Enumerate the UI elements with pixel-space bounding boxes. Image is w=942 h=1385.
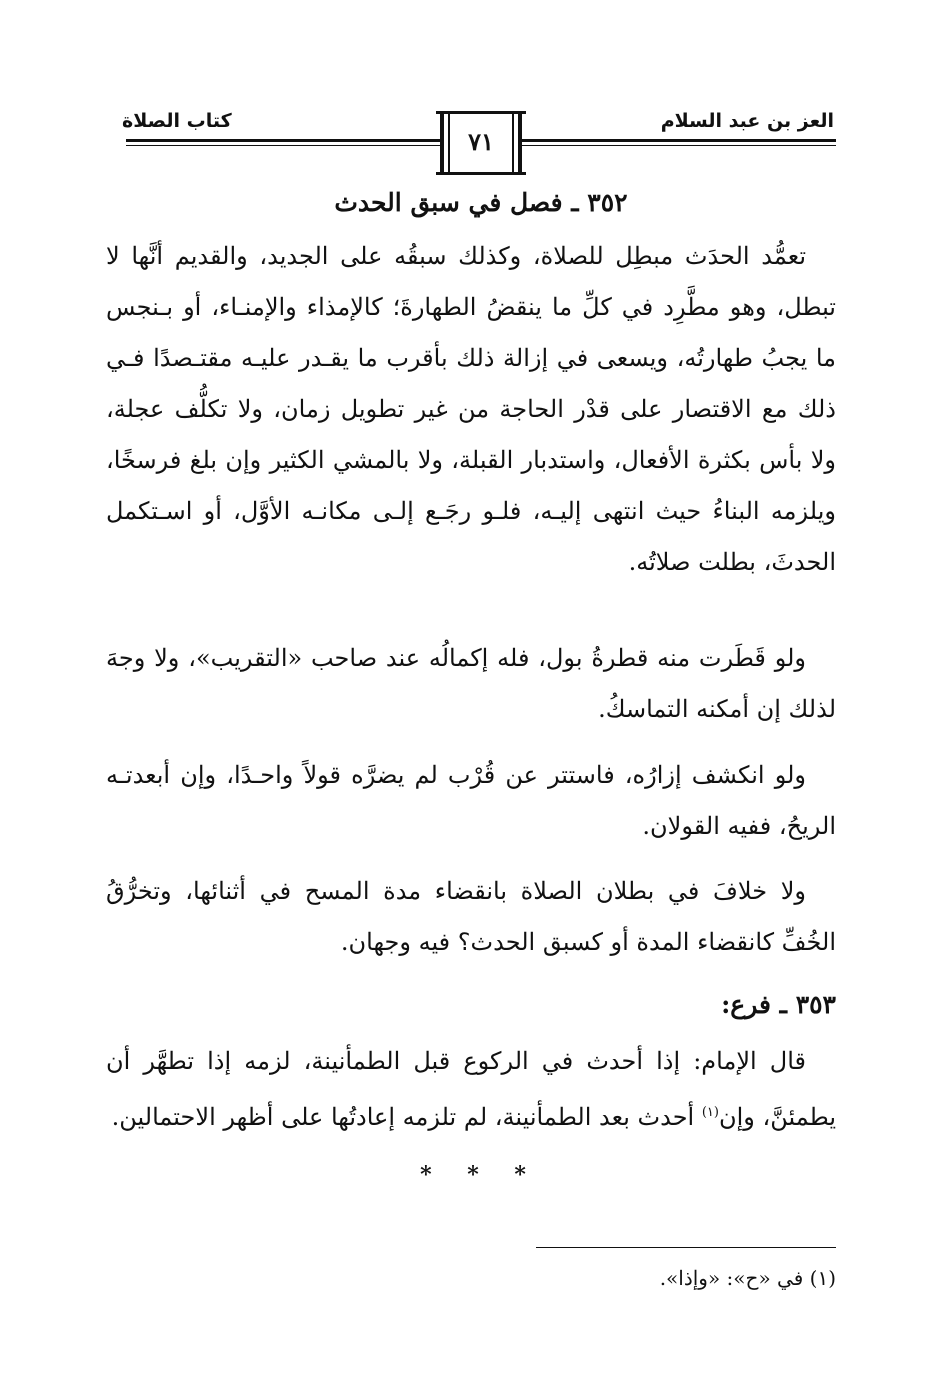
subsection-title: ٣٥٣ ـ فرع: xyxy=(721,990,836,1019)
section-title: ٣٥٢ ـ فصل في سبق الحدث xyxy=(334,188,628,217)
paragraph-5 xyxy=(106,1036,836,1143)
footnote-rule xyxy=(536,1247,836,1248)
paragraph-3: ولو انكشف إزارُه، فاستتر عن قُرْب لم يضرَّه قولاً واحـدًا، وإن أبعدتـه الريحُ، ففيه القولان. xyxy=(106,761,836,840)
frame-bar xyxy=(440,113,444,173)
page-number: ٧١ xyxy=(468,127,494,156)
frame-bar xyxy=(518,113,522,173)
footnote-text: في «ح»: «وإذا». xyxy=(659,1266,804,1290)
frame-bar xyxy=(512,113,514,173)
page-number-frame xyxy=(440,113,522,173)
paragraph-4: ولا خلافَ في بطلان الصلاة بانقضاء مدة المسح في أثنائها، وتخرُّقُ الخُفِّ كانقضاء المدة أو كسبق الحدث؟ فيه وجهان. xyxy=(106,877,836,956)
frame-bar xyxy=(448,113,450,173)
paragraph-5-text-b: أحدث بعد الطمأنينة، لم تلزمه إعادتُها على أظهر الاحتمالين. xyxy=(111,1103,702,1131)
footnote-reference[interactable]: (١) xyxy=(701,1105,719,1120)
footnote-marker: (١) xyxy=(809,1266,836,1290)
running-header-book: كتاب الصلاة xyxy=(122,110,232,132)
paragraph-5-text-a: قال الإمام: إذا أحدث في الركوع قبل الطمأنينة، لزمه إذا تطهَّر أن يطمئنَّ، وإن xyxy=(106,1047,836,1131)
footnote xyxy=(336,1264,836,1292)
running-header-author: العز بن عبد السلام xyxy=(660,110,834,132)
paragraph-1: تعمُّد الحدَث مبطِل للصلاة، وكذلك سبقُه على الجديد، والقديم أنَّها لا تبطل، وهو مطَّرِد في كلِّ ما ينقضُ الطهارةَ؛ كالإمذاء والإمنـاء، أو بـنجس ما يجبُ طهارتُه، ويسعى في إزالة ذلك بأقرب ما يقـدر عليـه مقتـصدًا فـي ذلك مع الاقتصار على قدْر الحاجة من غير تطويل زمان، ولا تكلُّف عجلة، ولا بأس بكثرة الأفعال، واستدبار القبلة، ولا بالمشي الكثير وإن بلغ فرسخًا، ويلزمه البناءُ حيث انتهى إليـه، فلـو رجَـع إلـى مكانـه الأوَّل، أو اسـتكمل الحدثَ، بطلت صلاتُه. xyxy=(106,242,836,576)
paragraph-2: ولو قَطَرت منه قطرةُ بول، فله إكمالُه عند صاحب «التقريب»، ولا وجهَ لذلك إن أمكنه التماسكُ. xyxy=(106,644,836,723)
section-separator: * * * xyxy=(420,1162,540,1188)
